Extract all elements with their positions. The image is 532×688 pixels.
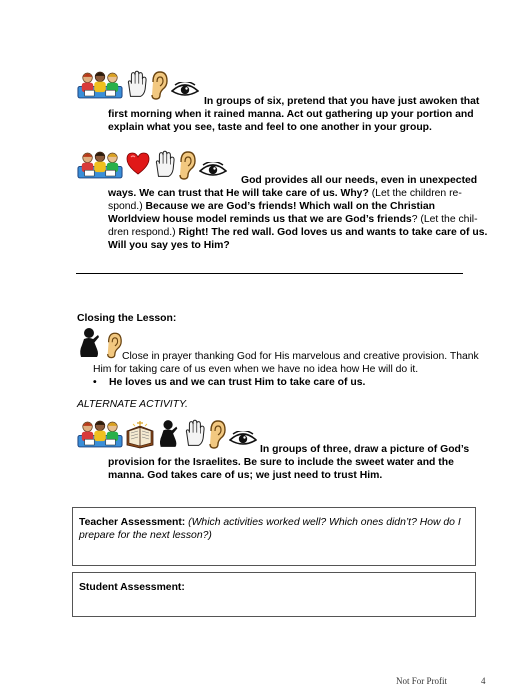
- closing-text: Close in prayer thanking God for His marvelous and creative provision. Thank Him for taking care of us even when we have no idea how He will do it.: [93, 351, 479, 375]
- section1-text: In groups of six, pretend that you have just awoken that first morning when it rained manna. Act out gathering up your portion and explain what you see, taste and feel to one another in your group.: [108, 96, 480, 133]
- student-assessment-box[interactable]: [72, 572, 476, 617]
- heart-icon: [125, 152, 151, 176]
- closing-heading: Closing the Lesson:: [77, 313, 177, 324]
- teacher-assessment-label: Teacher Assessment:: [79, 517, 186, 528]
- footer-text: Not For Profit: [396, 676, 448, 686]
- teacher-assessment-box[interactable]: [72, 507, 476, 566]
- teacher-assessment-text: [79, 516, 467, 542]
- student-assessment-label: Student Assessment:: [79, 582, 185, 593]
- alternate-text: In groups of three, draw a picture of God’s provision for the Israelites. Be sure to include the sweet water and the manna. God takes care of us; we just need to trust Him.: [108, 444, 470, 481]
- page-number: 4: [481, 676, 486, 686]
- section2-text: God provides all our needs, even in unexpected ways. We can trust that He will take care of us. Why? (Let the children re-spond.) Because we are God’s friends! Which wall on the Christian Worldview house model reminds us that we are God’s friends? (Let the chil-dren respond.) Right! The red wall. God loves us and wants to take care of us. Will you say yes to Him?: [108, 175, 488, 251]
- teacher-assessment-prompt: (Which activities worked well? Which ones didn’t? How do I prepare for the next lesson?): [79, 517, 461, 541]
- closing-bullet: • He loves us and we can trust Him to take care of us.: [93, 377, 366, 388]
- alternate-heading: ALTERNATE ACTIVITY.: [77, 399, 188, 410]
- bullet-marker: •: [93, 377, 97, 388]
- section-divider: [76, 273, 463, 274]
